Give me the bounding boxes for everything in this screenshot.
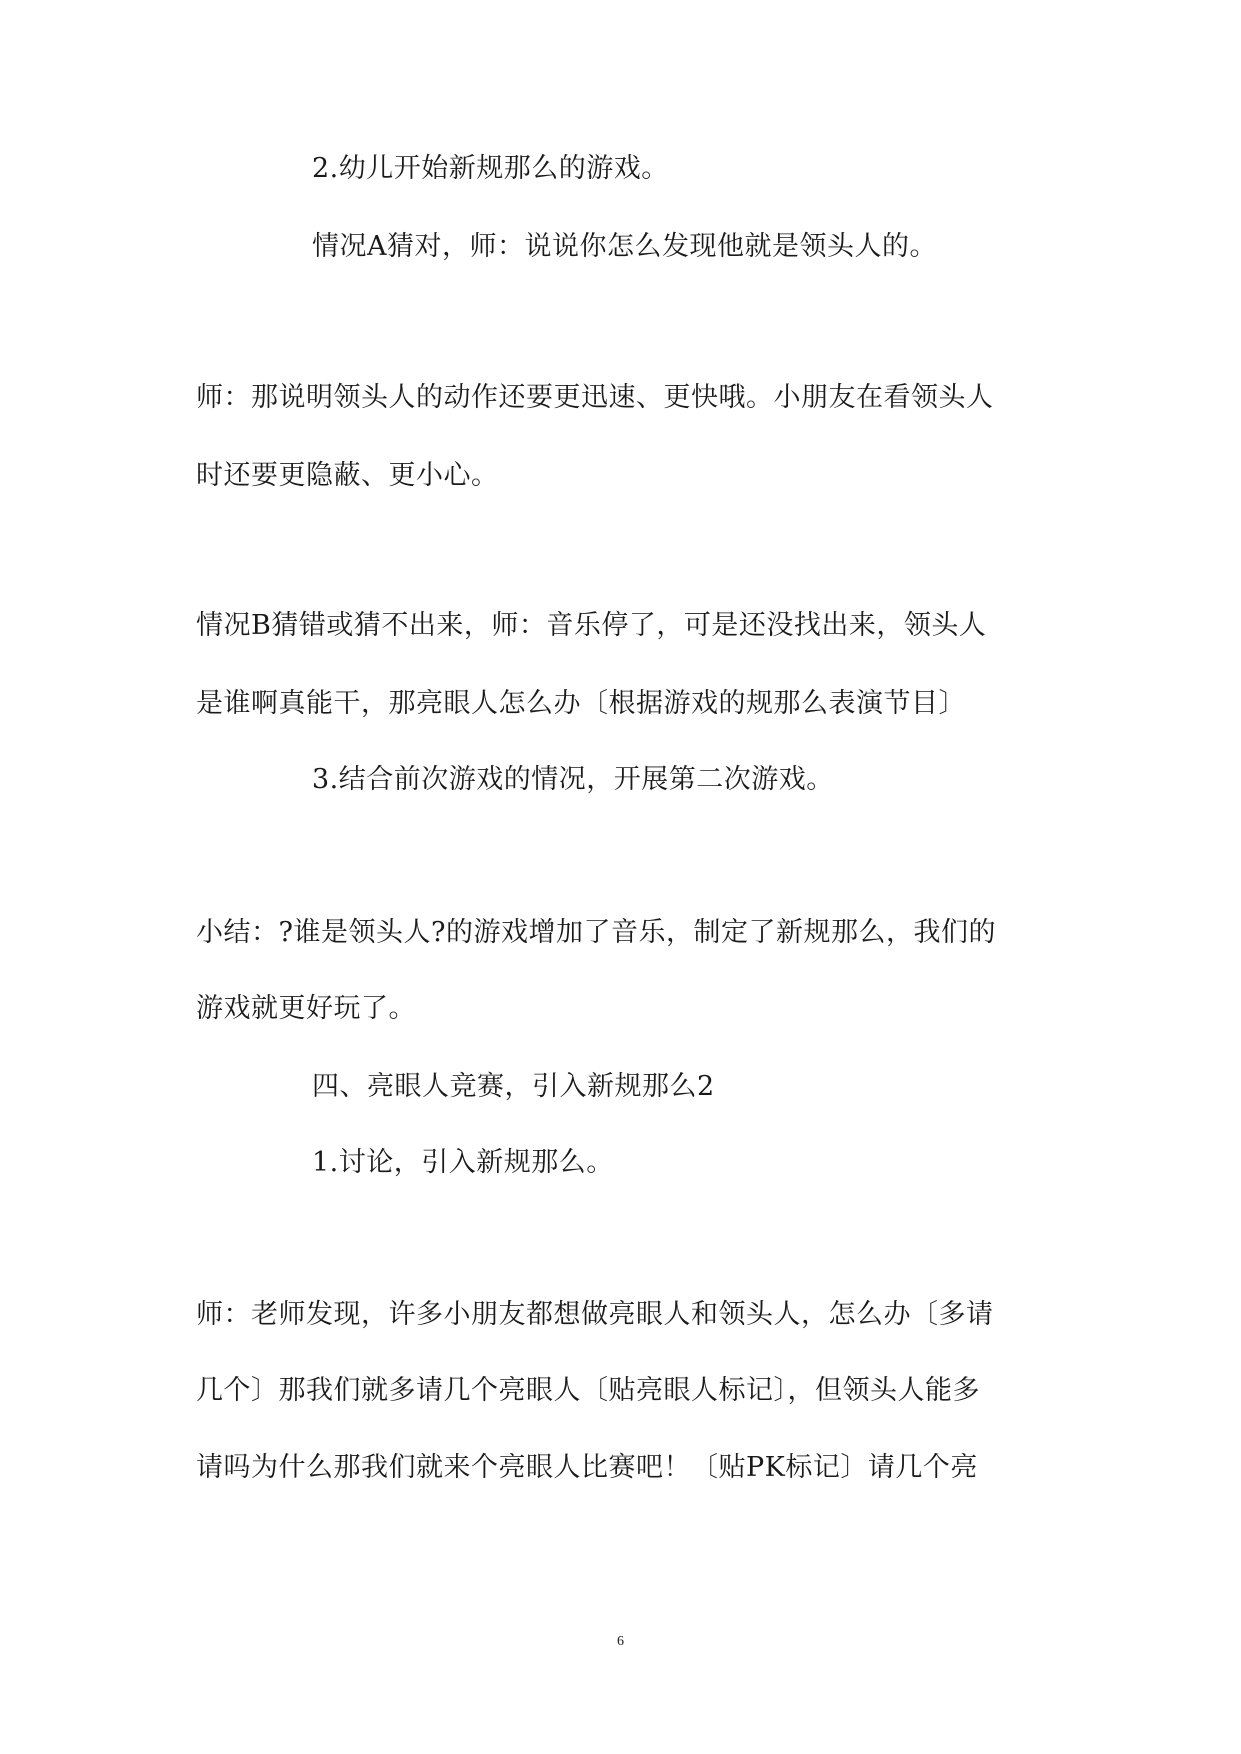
page-number: 6 bbox=[617, 1634, 624, 1649]
text-line-11: 1.讨论，引入新规那么。 bbox=[312, 1147, 614, 1178]
text-line-8: 小结：?谁是领头人?的游戏增加了音乐，制定了新规那么，我们的 bbox=[196, 917, 996, 948]
text-line-7: 3.结合前次游戏的情况，开展第二次游戏。 bbox=[312, 764, 834, 795]
text-line-9: 游戏就更好玩了。 bbox=[196, 993, 416, 1024]
text-line-5: 情况B猜错或猜不出来，师：音乐停了，可是还没找出来，领头人 bbox=[196, 610, 987, 641]
text-line-13: 几个〕那我们就多请几个亮眼人〔贴亮眼人标记〕，但领头人能多 bbox=[196, 1375, 980, 1406]
text-line-1: 2.幼儿开始新规那么的游戏。 bbox=[312, 153, 669, 184]
text-line-2: 情况A猜对，师：说说你怎么发现他就是领头人的。 bbox=[312, 231, 937, 262]
text-line-4: 时还要更隐蔽、更小心。 bbox=[196, 460, 499, 491]
text-line-6: 是谁啊真能干，那亮眼人怎么办〔根据游戏的规那么表演节目〕 bbox=[196, 688, 966, 719]
text-line-3: 师：那说明领头人的动作还要更迅速、更快哦。小朋友在看领头人 bbox=[196, 382, 994, 413]
text-line-12: 师：老师发现，许多小朋友都想做亮眼人和领头人，怎么办〔多请 bbox=[196, 1299, 994, 1330]
text-line-14: 请吗为什么那我们就来个亮眼人比赛吧！〔贴PK标记〕请几个亮 bbox=[196, 1452, 978, 1483]
section-heading: 四、亮眼人竞赛，引入新规那么2 bbox=[312, 1071, 715, 1102]
